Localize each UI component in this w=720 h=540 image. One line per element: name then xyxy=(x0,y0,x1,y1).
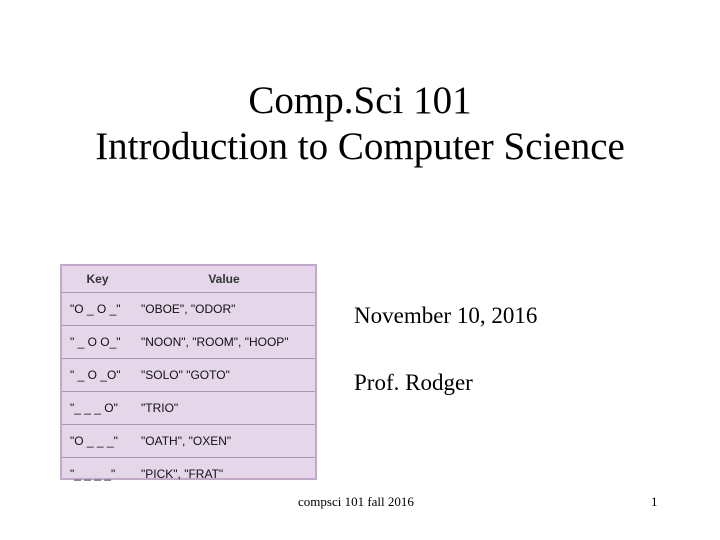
key-cell: " _ O O_" xyxy=(62,326,133,359)
key-cell: "_ _ _ O" xyxy=(62,392,133,425)
title-line-1: Comp.Sci 101 xyxy=(248,79,472,122)
table-header-row xyxy=(62,266,315,293)
table-row xyxy=(62,326,315,359)
key-value-table-image xyxy=(60,264,317,480)
table-row xyxy=(62,293,315,326)
footer-course: compsci 101 fall 2016 xyxy=(298,494,414,509)
table-row xyxy=(62,359,315,392)
value-cell: "TRIO" xyxy=(133,392,315,425)
slide-number: 1 xyxy=(651,494,658,509)
lecture-date: November 10, 2016 xyxy=(354,303,538,328)
value-cell: "SOLO" "GOTO" xyxy=(133,359,315,392)
column-header-key: Key xyxy=(62,266,133,293)
column-header-value: Value xyxy=(133,266,315,293)
table-row xyxy=(62,392,315,425)
table-row xyxy=(62,458,315,491)
instructor-name: Prof. Rodger xyxy=(354,370,473,395)
table-row xyxy=(62,425,315,458)
value-cell: "NOON", "ROOM", "HOOP" xyxy=(133,326,315,359)
value-cell: "OATH", "OXEN" xyxy=(133,425,315,458)
key-cell: "O _ _ _" xyxy=(62,425,133,458)
value-cell: "OBOE", "ODOR" xyxy=(133,293,315,326)
title-line-2: Introduction to Computer Science xyxy=(95,125,625,168)
key-cell: " _ O _O" xyxy=(62,359,133,392)
value-cell: "PICK", "FRAT" xyxy=(141,467,224,481)
key-cell: "_ _ _ _" xyxy=(70,467,116,481)
slide-title xyxy=(0,78,720,170)
key-value-table xyxy=(62,266,315,490)
key-cell: "O _ O _" xyxy=(62,293,133,326)
